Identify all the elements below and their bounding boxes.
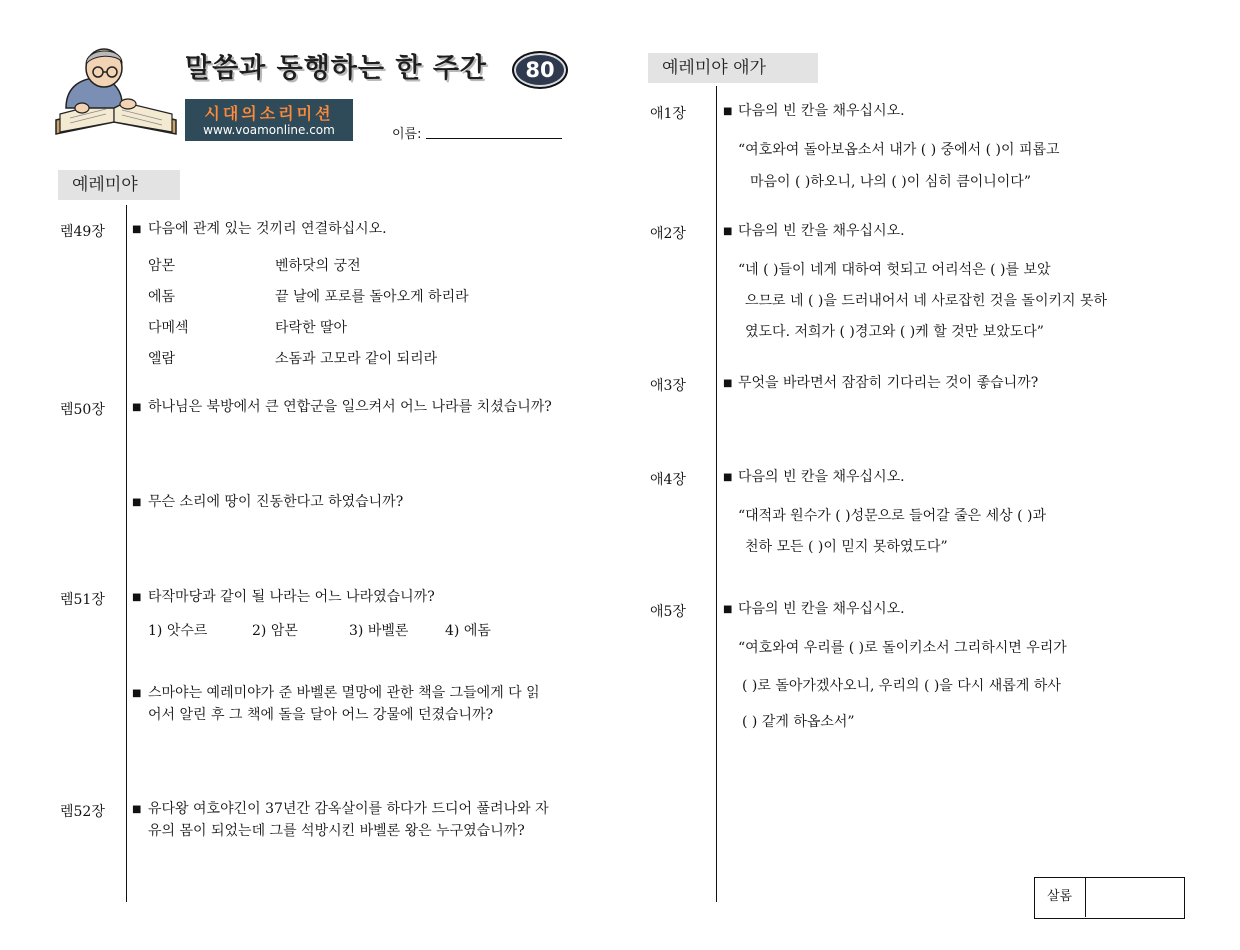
fill-blank-line: “여호와여 돌아보옵소서 내가 ( ) 중에서 ( )이 피롭고 xyxy=(738,142,1060,158)
chapter-label-jer52: 렘52장 xyxy=(60,804,105,820)
question-lam3: 무엇을 바라면서 잠잠히 기다리는 것이 좋습니까? xyxy=(738,375,1039,391)
chapter-label-jer51: 렘51장 xyxy=(60,592,105,608)
fill-blank-line: ( ) 같게 하옵소서” xyxy=(742,714,855,730)
brand-name: 시대의소리미션 xyxy=(204,104,334,123)
chapter-label-jer50: 렘50장 xyxy=(60,402,105,418)
fill-blank-line: 였도다. 저희가 ( )경고와 ( )케 할 것만 보았도다” xyxy=(745,324,1044,340)
question-jer52-line1: 유다왕 여호야긴이 37년간 감옥살이를 하다가 드디어 풀려나와 자 xyxy=(148,801,549,817)
bullet-icon: ■ xyxy=(723,472,733,483)
question-jer49: 다음에 관계 있는 것끼리 연결하십시오. xyxy=(148,221,387,237)
section-title-lamentations: 예레미야 애가 xyxy=(648,53,818,83)
week-number-badge: 80 xyxy=(512,51,568,89)
match-right-item: 소돔과 고모라 같이 되리라 xyxy=(275,351,438,367)
chapter-label-lam3: 애3장 xyxy=(650,378,686,394)
chapter-label-lam5: 애5장 xyxy=(650,604,686,620)
fill-blank-line: “네 ( )들이 네게 대하여 헛되고 어리석은 ( )를 보았 xyxy=(738,262,1051,278)
question-jer50-1: 하나님은 북방에서 큰 연합군을 일으켜서 어느 나라를 치셨습니까? xyxy=(148,399,552,415)
fill-blank-line: 마음이 ( )하오니, 나의 ( )이 심히 큼이니이다” xyxy=(750,174,1031,190)
match-left-item: 엘람 xyxy=(148,351,176,367)
answer-option[interactable]: 4) 에돔 xyxy=(445,623,491,639)
bullet-icon: ■ xyxy=(132,804,142,815)
bullet-icon: ■ xyxy=(132,688,142,699)
fill-blank-line: 천하 모든 ( )이 믿지 못하였도다” xyxy=(745,539,948,555)
answer-option[interactable]: 1) 앗수르 xyxy=(148,623,208,639)
fill-blank-line: ( )로 돌아가겠사오니, 우리의 ( )을 다시 새롭게 하사 xyxy=(742,678,1061,694)
answer-option[interactable]: 3) 바벨론 xyxy=(349,623,409,639)
question-jer51-1: 타작마당과 같이 될 나라는 어느 나라였습니까? xyxy=(148,589,435,605)
score-label: 살롬 xyxy=(1046,889,1073,904)
question-jer50-2: 무슨 소리에 땅이 진동한다고 하였습니까? xyxy=(148,494,404,510)
answer-option[interactable]: 2) 암몬 xyxy=(252,623,298,639)
chapter-label-lam4: 애4장 xyxy=(650,472,686,488)
question-jer52-line2: 유의 몸이 되었는데 그를 석방시킨 바벨론 왕은 누구였습니까? xyxy=(148,823,525,839)
page-title: 말씀과 동행하는 한 주간 xyxy=(185,53,488,84)
chapter-label-lam2: 애2장 xyxy=(650,226,686,242)
right-column-divider xyxy=(716,86,717,902)
question-lam4: 다음의 빈 칸을 채우십시오. xyxy=(738,469,905,485)
name-label: 이름: xyxy=(392,127,422,142)
fill-blank-line: 으므로 네 ( )을 드러내어서 네 사로잡힌 것을 돌이키지 못하 xyxy=(745,293,1108,309)
match-right-item: 벤하닷의 궁전 xyxy=(275,258,361,274)
brand-url: www.voamonline.com xyxy=(203,123,335,137)
question-lam1: 다음의 빈 칸을 채우십시오. xyxy=(738,103,905,119)
bullet-icon: ■ xyxy=(132,402,142,413)
bullet-icon: ■ xyxy=(723,378,733,389)
bullet-icon: ■ xyxy=(132,592,142,603)
name-field-line[interactable] xyxy=(426,138,562,139)
bullet-icon: ■ xyxy=(723,226,733,237)
bullet-icon: ■ xyxy=(723,106,733,117)
chapter-label-jer49: 렘49장 xyxy=(60,224,105,240)
question-lam2: 다음의 빈 칸을 채우십시오. xyxy=(738,223,905,239)
bullet-icon: ■ xyxy=(723,604,733,615)
bullet-icon: ■ xyxy=(132,224,142,235)
match-right-item: 타락한 딸아 xyxy=(275,320,348,336)
question-jer51-2-line1: 스마야는 예레미야가 준 바벨론 멸망에 관한 책을 그들에게 다 읽 xyxy=(148,685,540,701)
section-title-jeremiah: 예레미야 xyxy=(58,170,180,200)
reading-man-illustration xyxy=(52,42,180,142)
match-left-item: 암몬 xyxy=(148,258,176,274)
left-column-divider xyxy=(126,205,127,902)
match-left-item: 에돔 xyxy=(148,289,176,305)
bullet-icon: ■ xyxy=(132,497,142,508)
match-left-item: 다메섹 xyxy=(148,320,189,336)
question-jer51-2-line2: 어서 알린 후 그 책에 돌을 달아 어느 강물에 던졌습니까? xyxy=(148,707,494,723)
fill-blank-line: “여호와여 우리를 ( )로 돌이키소서 그리하시면 우리가 xyxy=(738,640,1067,656)
chapter-label-lam1: 애1장 xyxy=(650,106,686,122)
match-right-item: 끝 날에 포로를 돌아오게 하리라 xyxy=(275,289,469,305)
score-input[interactable] xyxy=(1086,878,1182,916)
fill-blank-line: “대적과 원수가 ( )성문으로 들어갈 줄은 세상 ( )과 xyxy=(738,508,1047,524)
question-lam5: 다음의 빈 칸을 채우십시오. xyxy=(738,601,905,617)
